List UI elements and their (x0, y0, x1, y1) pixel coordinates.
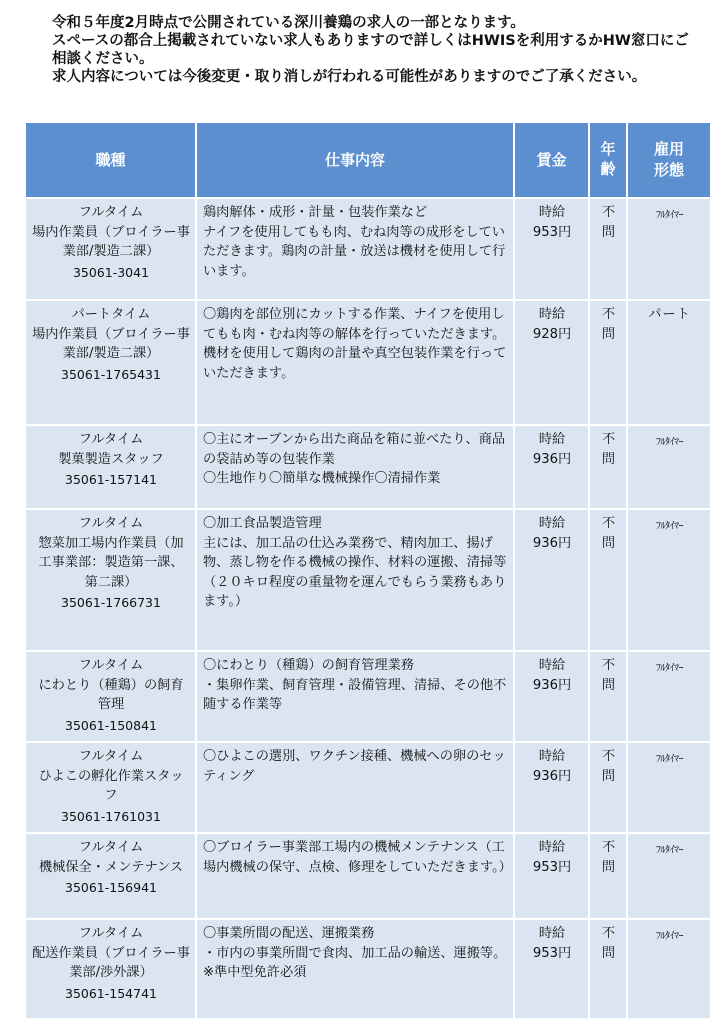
wage-cell: 時給 936円 (514, 651, 589, 742)
content-cell: 〇ブロイラー事業部工場内の機械メンテナンス（工場内機械の保守、点検、修理をしていただきます。） (196, 833, 514, 919)
job-code: 35061-156941 (65, 880, 157, 895)
job-cell (25, 509, 196, 651)
job-code: 35061-1765431 (61, 366, 161, 382)
age-cell: 不問 (589, 198, 627, 300)
job-code: 35061-1761031 (61, 808, 161, 824)
job-code: 35061-150841 (65, 717, 157, 733)
job-title: フルタイム 場内作業員（ブロイラー事業部/製造二課） (32, 205, 190, 259)
content-cell: 〇事業所間の配送、運搬業務 ・市内の事業所間で食肉、加工品の輸送、運搬等。 ※準中型免許必須 (196, 919, 514, 1019)
age-cell: 不問 (589, 509, 627, 651)
job-title: パートタイム 場内作業員（ブロイラー事業部/製造二課） (32, 307, 190, 361)
job-cell (25, 651, 196, 742)
intro-notice (52, 14, 692, 86)
age-cell: 不問 (589, 742, 627, 833)
job-title: フルタイム ひよこの孵化作業スタッフ (38, 749, 184, 803)
header-age: 年齢 (589, 122, 627, 198)
job-title: フルタイム 機械保全・メンテナンス (38, 840, 183, 875)
wage-cell: 時給 936円 (514, 742, 589, 833)
intro-line-3: 求人内容については今後変更・取り消しが行われる可能性がありますのでご了承ください。 (52, 69, 647, 85)
job-cell (25, 425, 196, 509)
employment-type-cell: パート (627, 300, 711, 425)
intro-line-2: スペースの都合上掲載されていない求人もありますので詳しくはHWISを利用するかHW窓口にご相談ください。 (52, 33, 689, 67)
content-cell: 〇ひよこの選別、ワクチン接種、機械への卵のセッティング (196, 742, 514, 833)
job-cell (25, 833, 196, 919)
header-wage: 賃金 (514, 122, 589, 198)
wage-cell: 時給 936円 (514, 425, 589, 509)
table-row (25, 651, 711, 742)
employment-type-cell: ﾌﾙﾀｲﾏｰ (627, 742, 711, 833)
job-cell (25, 919, 196, 1019)
age-cell: 不問 (589, 919, 627, 1019)
wage-cell: 時給 953円 (514, 198, 589, 300)
job-title: フルタイム 惣菜加工場内作業員（加工事業部：製造第一課、第二課） (38, 516, 184, 590)
age-cell: 不問 (589, 833, 627, 919)
wage-cell: 時給 936円 (514, 509, 589, 651)
employment-type-cell: ﾌﾙﾀｲﾏｰ (627, 833, 711, 919)
job-code: 35061-3041 (72, 264, 150, 280)
job-title: フルタイム 製菓製造スタッフ (58, 432, 164, 467)
content-cell: 〇にわとり（種鶏）の飼育管理業務 ・集卵作業、飼育管理・設備管理、清掃、その他不随する作業等 (196, 651, 514, 742)
job-cell (25, 300, 196, 425)
content-cell: 〇加工食品製造管理 主には、加工品の仕込み業務で、精肉加工、揚げ物、蒸し物を作る機械の操作、材料の運搬、清掃等 （２０キロ程度の重量物を運んでもらう業務もあります。） (196, 509, 514, 651)
employment-type-cell: ﾌﾙﾀｲﾏｰ (627, 919, 711, 1019)
table-row (25, 509, 711, 651)
age-cell: 不問 (589, 425, 627, 509)
table-row (25, 425, 711, 509)
table-row (25, 742, 711, 833)
employment-type-cell: ﾌﾙﾀｲﾏｰ (627, 198, 711, 300)
job-code: 35061-154741 (65, 985, 157, 1001)
wage-cell: 時給 953円 (514, 919, 589, 1019)
job-cell (25, 742, 196, 833)
header-content: 仕事内容 (196, 122, 514, 198)
header-job: 職種 (25, 122, 196, 198)
job-title: フルタイム 配送作業員（ブロイラー事業部/渉外課） (32, 926, 190, 980)
wage-cell: 時給 928円 (514, 300, 589, 425)
content-cell: 鶏肉解体・成形・計量・包装作業など ナイフを使用してもも肉、むね肉等の成形をしていただきます。鶏肉の計量・放送は機材を使用して行います。 (196, 198, 514, 300)
employment-type-cell: ﾌﾙﾀｲﾏｰ (627, 509, 711, 651)
table-row (25, 300, 711, 425)
employment-type-cell: ﾌﾙﾀｲﾏｰ (627, 651, 711, 742)
content-cell: 〇鶏肉を部位別にカットする作業、ナイフを使用してもも肉・むね肉等の解体を行っていただきます。機材を使用して鶏肉の計量や真空包装作業を行っていただきます。 (196, 300, 514, 425)
table-row (25, 919, 711, 1019)
age-cell: 不問 (589, 300, 627, 425)
job-code: 35061-157141 (65, 472, 157, 487)
table-row (25, 198, 711, 300)
wage-cell: 時給 953円 (514, 833, 589, 919)
intro-line-1: 令和５年度2月時点で公開されている深川養鶏の求人の一部となります。 (52, 15, 525, 31)
job-title: フルタイム にわとり（種鶏）の飼育管理 (38, 658, 184, 712)
age-cell: 不問 (589, 651, 627, 742)
job-listing-table (24, 121, 712, 1020)
content-cell: 〇主にオーブンから出た商品を箱に並べたり、商品の袋詰め等の包装作業 〇生地作り〇簡単な機械操作〇清掃作業 (196, 425, 514, 509)
table-header-row (25, 122, 711, 198)
employment-type-cell: ﾌﾙﾀｲﾏｰ (627, 425, 711, 509)
table-row (25, 833, 711, 919)
header-employment-type: 雇用形態 (627, 122, 711, 198)
job-cell (25, 198, 196, 300)
job-code: 35061-1766731 (61, 595, 161, 610)
